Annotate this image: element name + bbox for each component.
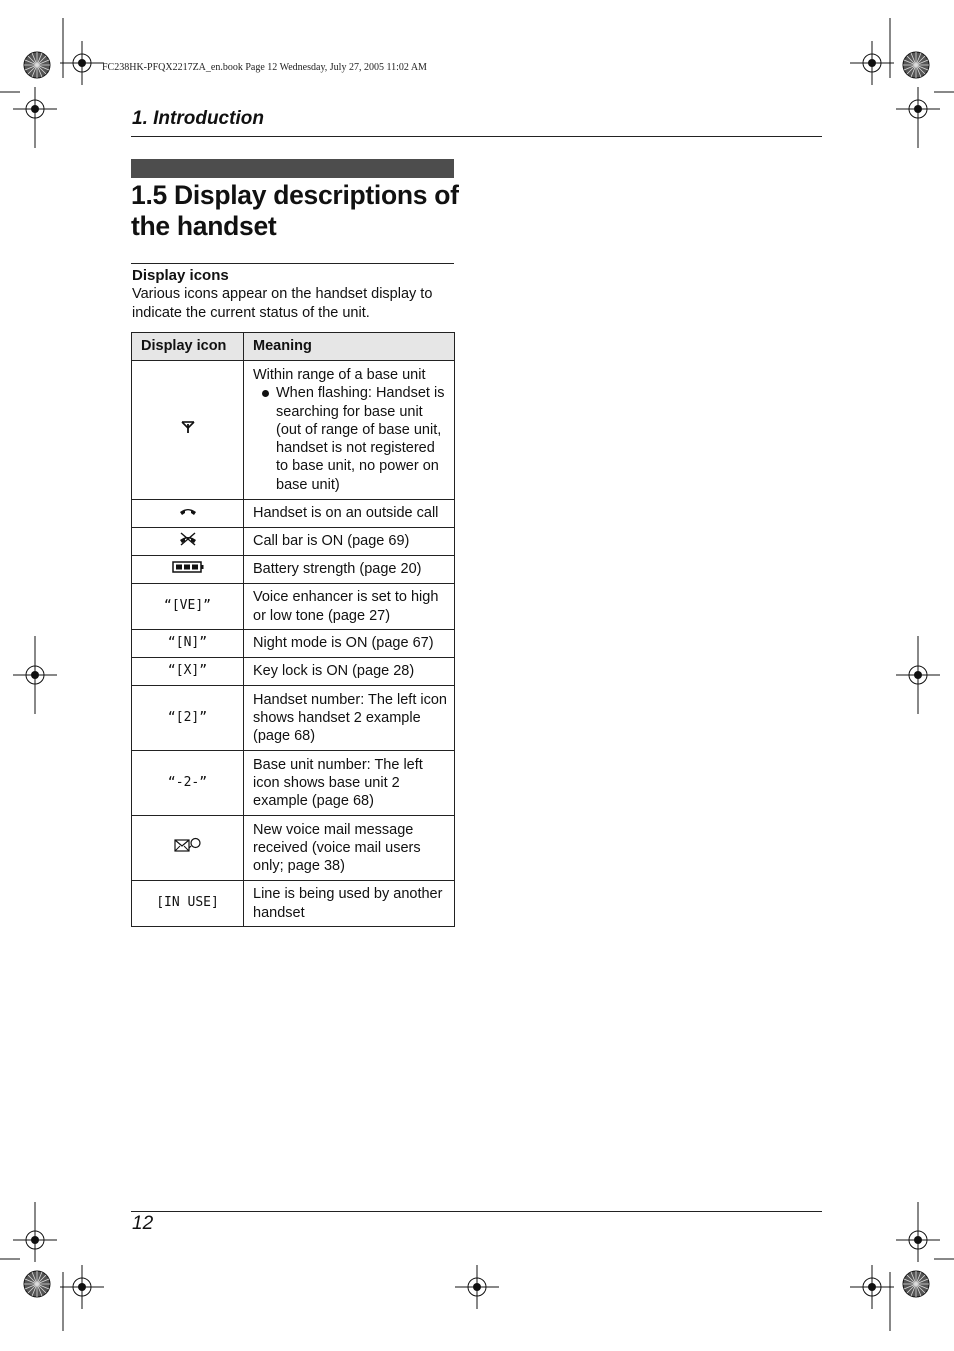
table-row — [132, 751, 455, 816]
table-row — [132, 881, 455, 927]
table-row — [132, 528, 455, 556]
display-icons-table — [131, 332, 455, 927]
chapter-heading: 1. Introduction — [132, 108, 264, 129]
intro-paragraph: Various icons appear on the handset display to indicate the current status of the unit. — [132, 286, 433, 321]
print-header: FC238HK-PFQX2217ZA_en.book Page 12 Wednesday, July 27, 2005 11:02 AM — [102, 62, 427, 73]
table-row — [132, 584, 455, 630]
table-row — [132, 658, 455, 686]
call-bar-icon — [178, 532, 198, 546]
battery-icon — [172, 561, 204, 573]
header-meaning: Meaning — [244, 333, 455, 361]
subsection-rule — [131, 263, 454, 264]
subsection-heading: Display icons — [132, 267, 229, 284]
meaning-text: Battery strength (page 20) — [244, 556, 455, 584]
meaning-text: Handset is on an outside call — [244, 500, 455, 528]
meaning-text: Line is being used by another handset — [244, 881, 455, 927]
section-title: 1.5 Display descriptions of the handset — [131, 180, 459, 241]
icon-text: [IN USE] — [132, 881, 244, 927]
meaning-text: Within range of a base unit — [253, 366, 426, 383]
bullet-item: When flashing: Handset is searching for base unit (out of range of base unit, handset is not registered to base unit, no power on base unit) — [253, 384, 448, 494]
meaning-text: Key lock is ON (page 28) — [244, 658, 455, 686]
meaning-text: Handset number: The left icon shows handset 2 example (page 68) — [244, 686, 455, 751]
meaning-text: Voice enhancer is set to high or low tone (page 27) — [244, 584, 455, 630]
table-row — [132, 816, 455, 881]
bullet-list — [253, 384, 448, 494]
header-display-icon: Display icon — [132, 333, 244, 361]
table-header-row — [132, 333, 455, 361]
header-rule — [131, 136, 822, 137]
meaning-text: Base unit number: The left icon shows base unit 2 example (page 68) — [244, 751, 455, 816]
antenna-icon — [180, 420, 196, 434]
icon-text: “-2-” — [132, 751, 244, 816]
table-row — [132, 556, 455, 584]
icon-text: “[X]” — [132, 658, 244, 686]
section-bar — [131, 159, 454, 178]
voice-mail-icon — [174, 837, 202, 853]
table-row — [132, 500, 455, 528]
table-row — [132, 686, 455, 751]
icon-text: “[2]” — [132, 686, 244, 751]
icon-text: “[N]” — [132, 630, 244, 658]
footer-rule — [131, 1211, 822, 1212]
meaning-text: New voice mail message received (voice mail users only; page 38) — [244, 816, 455, 881]
table-row — [132, 361, 455, 500]
phone-icon — [179, 507, 197, 517]
meaning-text: Night mode is ON (page 67) — [244, 630, 455, 658]
table-row — [132, 630, 455, 658]
icon-text: “[VE]” — [132, 584, 244, 630]
page-number: 12 — [132, 1213, 154, 1234]
meaning-text: Call bar is ON (page 69) — [244, 528, 455, 556]
